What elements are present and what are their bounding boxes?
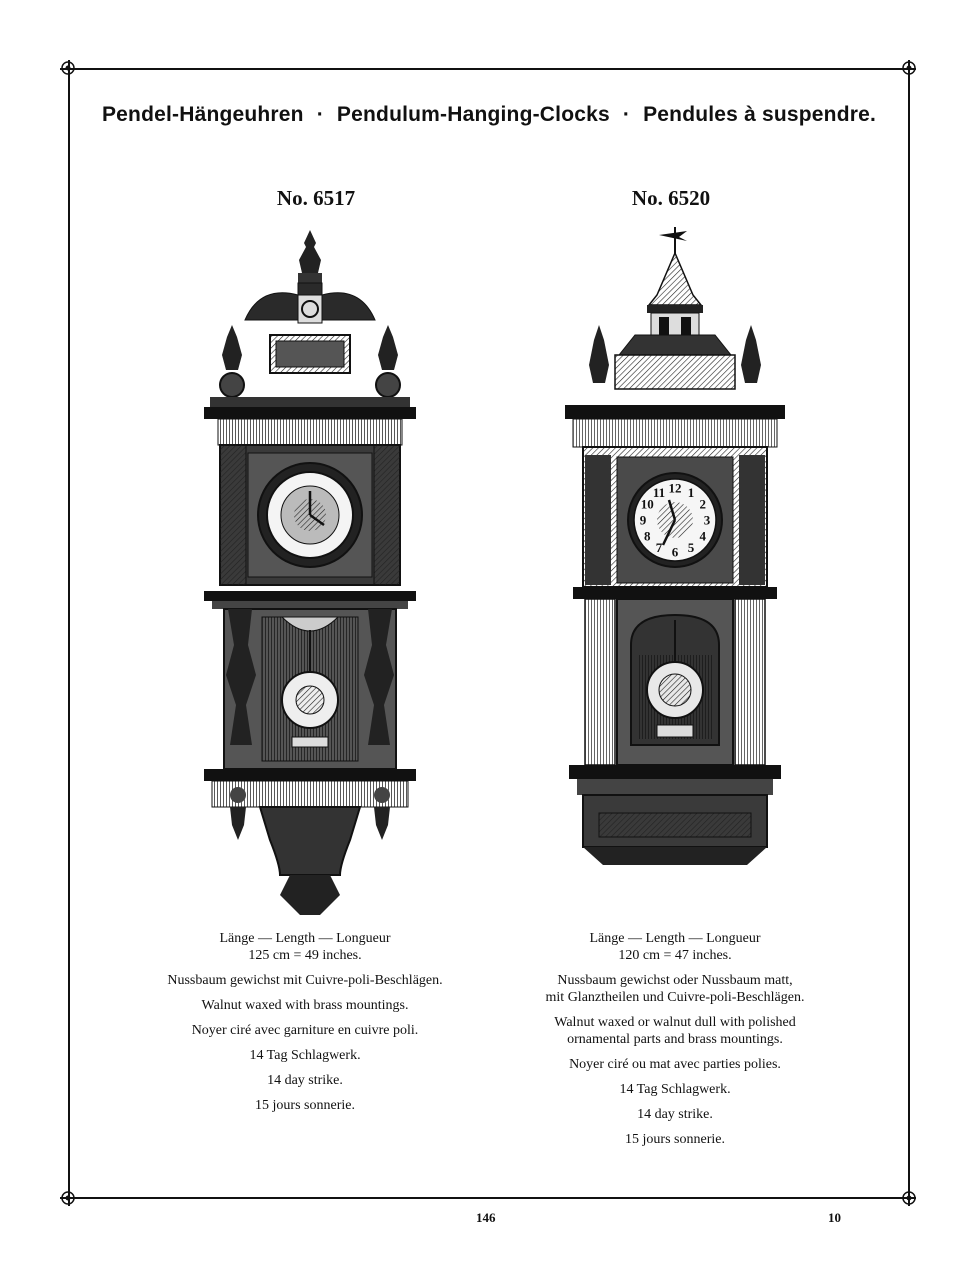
right-material-de-line1: Nussbaum gewichst oder Nussbaum matt, xyxy=(557,973,793,988)
left-clock-description xyxy=(140,930,470,1114)
dial-numeral: 1 xyxy=(687,484,695,500)
sheet-number: 10 xyxy=(828,1210,841,1225)
frame-right-line xyxy=(908,60,910,1206)
dial-numeral: 7 xyxy=(655,540,663,556)
right-material-de-line2: mit Glanztheilen und Cuivre-poli-Beschlägen. xyxy=(545,990,805,1005)
right-clock-description xyxy=(510,930,840,1148)
corner-ornament-icon xyxy=(901,60,917,76)
title-english: Pendulum-Hanging-Clocks xyxy=(336,103,610,126)
right-strike-fr: 15 jours sonnerie. xyxy=(625,1132,725,1147)
left-material-fr: Noyer ciré avec garniture en cuivre poli. xyxy=(191,1023,419,1038)
corner-ornament-icon xyxy=(60,1190,76,1206)
left-length-label: Länge — Length — Longueur xyxy=(219,931,391,946)
left-material-en: Walnut waxed with brass mountings. xyxy=(201,998,409,1013)
clock-6520-illustration xyxy=(555,225,795,870)
right-length-label: Länge — Length — Longueur xyxy=(589,931,761,946)
title-german: Pendel-Hängeuhren xyxy=(101,103,304,126)
left-length-value: 125 cm = 49 inches. xyxy=(248,948,362,963)
corner-ornament-icon xyxy=(901,1190,917,1206)
left-strike-fr: 15 jours sonnerie. xyxy=(255,1098,355,1113)
dial-numeral: 6 xyxy=(671,544,679,560)
dial-numeral: 2 xyxy=(699,496,706,512)
left-material-de: Nussbaum gewichst mit Cuivre-poli-Beschlägen. xyxy=(167,973,443,988)
frame-left-line xyxy=(68,60,70,1206)
clock-6517-illustration xyxy=(190,225,430,920)
dial-numeral: 11 xyxy=(652,484,666,500)
frame-bottom-line xyxy=(60,1197,916,1199)
right-material-en-line1: Walnut waxed or walnut dull with polished xyxy=(554,1015,796,1030)
dial-numeral: 3 xyxy=(703,512,711,528)
page-title xyxy=(0,103,978,127)
right-strike-en: 14 day strike. xyxy=(637,1107,713,1122)
right-material-en-line2: ornamental parts and brass mountings. xyxy=(567,1032,783,1047)
left-model-number: No. 6517 xyxy=(276,186,356,210)
frame-top-line xyxy=(60,68,916,70)
left-strike-de: 14 Tag Schlagwerk. xyxy=(249,1048,361,1063)
right-model-number: No. 6520 xyxy=(631,186,711,210)
title-french: Pendules à suspendre. xyxy=(643,103,877,126)
page-number: 146 xyxy=(476,1210,496,1225)
dial-numeral: 8 xyxy=(644,528,651,544)
dial-numeral: 12 xyxy=(668,480,682,496)
right-strike-de: 14 Tag Schlagwerk. xyxy=(619,1082,731,1097)
right-length-value: 120 cm = 47 inches. xyxy=(618,948,732,963)
dial-numeral: 4 xyxy=(699,528,706,544)
right-material-fr: Noyer ciré ou mat avec parties polies. xyxy=(569,1057,781,1072)
corner-ornament-icon xyxy=(60,60,76,76)
dial-numeral: 9 xyxy=(639,512,647,528)
title-separator: · xyxy=(316,103,324,126)
dial-numeral: 5 xyxy=(687,540,695,556)
title-separator: · xyxy=(622,103,631,126)
left-strike-en: 14 day strike. xyxy=(267,1073,343,1088)
dial-numeral: 10 xyxy=(640,496,654,512)
